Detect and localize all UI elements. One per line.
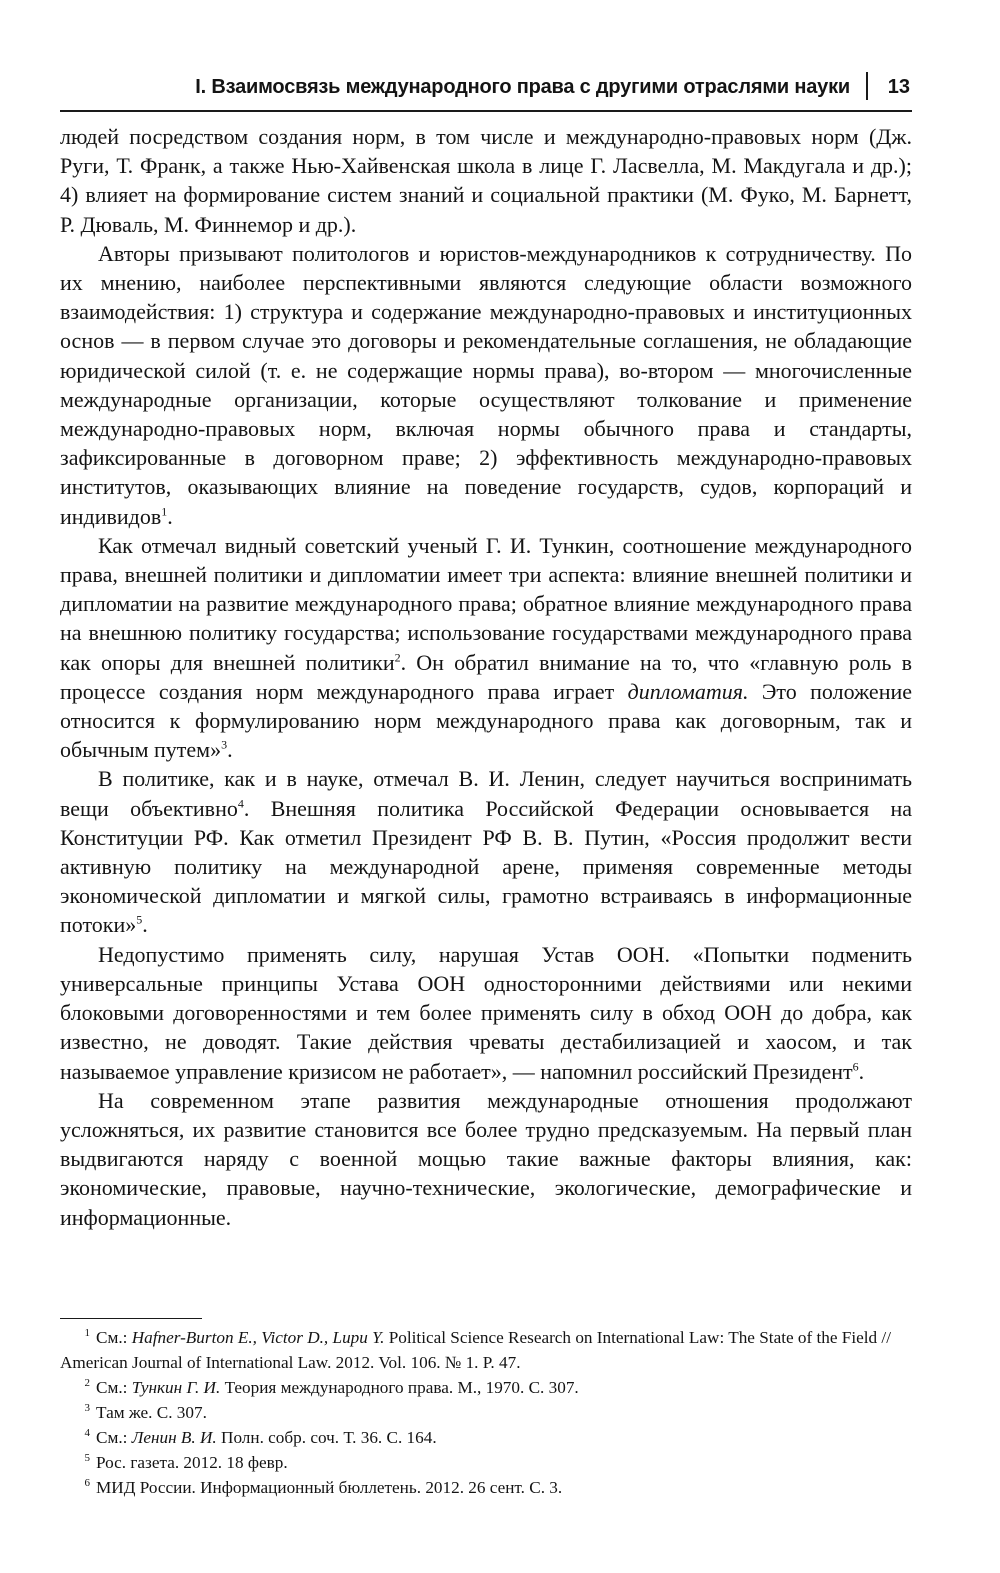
footnote: 6 МИД России. Информационный бюллетень. 2012. 26 сент. С. 3. <box>84 1477 563 1497</box>
page-number: 13 <box>887 76 910 98</box>
running-header <box>60 66 912 112</box>
footnote-ref[interactable]: 2 <box>394 650 401 665</box>
footnote: 2 См.: Тункин Г. И. Теория международного права. М., 1970. С. 307. <box>84 1377 579 1397</box>
footnote-ref[interactable]: 1 <box>161 504 168 519</box>
paragraph: На современном этапе развития международные отношения продолжают усложняться, их развитие становится все более трудно предсказуемым. На первый план выдвигаются наряду с военной мощью такие важные факторы влияния, как: экономические, правовые, научно-технические, экологические, демографические и информационные. <box>60 1087 912 1230</box>
footnote-ref[interactable]: 6 <box>852 1059 859 1074</box>
paragraph: Недопустимо применять силу, нарушая Устав ООН. «Попытки подменить универсальные принципы Устава ООН односторонними действиями или некими блоковыми договоренностями и тем более применять силу в обход ООН до добра, как известно, не доводят. Такие действия чреваты дестабилизацией и хаосом, и так называемое управление кризисом не работает», — напомнил российский Президент$^6$. <box>60 941 912 1084</box>
footnote-ref[interactable]: 5 <box>136 913 143 928</box>
paragraph: В политике, как и в науке, отмечал В. И. Ленин, следует научиться воспринимать вещи объективно$^4$. Внешняя политика Российской Федерации основывается на Конституции РФ. Как отметил Президент РФ В. В. Путин, «Россия продолжит вести активную политику на международной арене, применяя современные методы экономической дипломатии и мягкой силы, грамотно встраиваясь в информационные потоки»$^5$. <box>60 766 912 938</box>
footnote: 3 Там же. С. 307. <box>84 1402 207 1422</box>
footnote-divider <box>60 1318 202 1319</box>
footnotes <box>60 1325 912 1500</box>
footnote-ref[interactable]: 4 <box>237 796 244 811</box>
footnote-ref[interactable]: 3 <box>221 737 228 752</box>
paragraph: Как отмечал видный советский ученый Г. И. Тункин, соотношение международного права, внешней политики и дипломатии имеет три аспекта: влияние внешней политики и дипломатии на развитие международного права; обратное влияние международного права на внешнюю политику государства; использование государствами международного права как опоры для внешней политики$^2$. Он обратил внимание на то, что «главную роль в процессе создания норм международного права играет дипломатия. Это положение относится к формулированию норм международного права как договорным, так и обычным путем»$^3$. <box>60 532 913 763</box>
chapter-title: I. Взаимосвязь международного права с другими отраслями науки <box>195 76 850 98</box>
footnote: 5 Рос. газета. 2012. 18 февр. <box>84 1452 288 1472</box>
body-text <box>60 122 912 1232</box>
footnote: 1 См.: Hafner-Burton E., Victor D., Lupu Y. Political Science Research on International Law: The State of the Field // American Journal of International Law. 2012. Vol. 106. № 1. P. 47. <box>60 1327 891 1372</box>
paragraph-continued: людей посредством создания норм, в том числе и международно-правовых норм (Дж. Руги, Т. Франк, а также Нью-Хайвенская школа в лице Г. Ласвелла, М. Макдугала и др.); 4) влияет на формирование систем знаний и социальной практики (М. Фуко, М. Барнетт, Р. Дюваль, М. Финнемор и др.). <box>60 124 912 237</box>
paragraph: Авторы призывают политологов и юристов-международников к сотрудничеству. По их мнению, наиболее перспективными являются следующие области возможного взаимодействия: 1) структура и содержание международно-правовых и институционных основ — в первом случае это договоры и рекомендательные соглашения, не обладающие юридической силой (т. е. не содержащие нормы права), во-втором — многочисленные международные организации, которые осуществляют толкование и применение международно-правовых норм, включая нормы обычного права и стандарты, зафиксированные в договорном праве; 2) эффективность международно-правовых институтов, оказывающих влияние на поведение государств, судов, корпораций и индивидов$^1$. <box>60 240 912 529</box>
footnote: 4 См.: Ленин В. И. Полн. собр. соч. Т. 36. С. 164. <box>84 1427 437 1447</box>
header-separator <box>866 72 868 100</box>
emphasis: дипломатия. <box>627 678 749 704</box>
